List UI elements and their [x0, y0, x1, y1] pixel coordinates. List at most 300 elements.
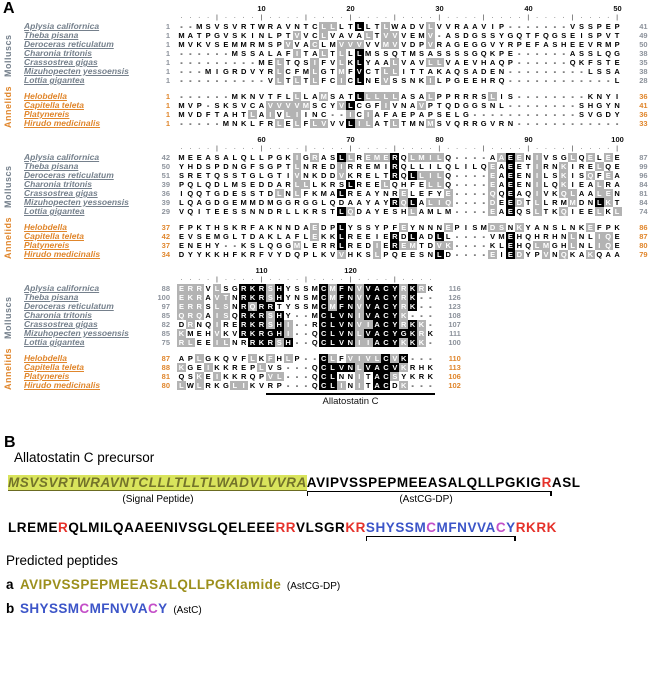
ruler-tick: · — [224, 14, 227, 21]
residue-cell: V — [232, 22, 238, 31]
ruler-tick: · — [242, 14, 245, 21]
residue-cell: V — [338, 250, 344, 259]
residue-cell: R — [294, 198, 300, 207]
residue-cell: R — [312, 153, 318, 162]
residue-cell: M — [302, 101, 310, 110]
residue-cell: - — [571, 67, 574, 76]
residue-cell: E — [614, 153, 620, 162]
residue-cell: A — [409, 58, 416, 67]
residue-cell: I — [500, 92, 503, 101]
residue-cell: L — [381, 67, 390, 76]
residue-cell: R — [320, 241, 327, 250]
residue-cell: L — [284, 110, 293, 119]
residue-cell: R — [187, 311, 194, 320]
alignment-row — [0, 110, 668, 119]
residue-cell: V — [543, 153, 549, 162]
residue-cell: T — [419, 67, 424, 76]
residue-cell: L — [595, 198, 604, 207]
residue-cell: P — [258, 372, 264, 381]
residue-cell: - — [589, 119, 592, 128]
residue-cell: G — [320, 67, 327, 76]
sequence-segment: MFNVVA — [436, 520, 496, 535]
row-start-number: 42 — [161, 232, 170, 241]
residue-cell: P — [410, 110, 416, 119]
residue-cell: Q — [480, 162, 487, 171]
residue-cell: V — [294, 101, 300, 110]
residue-cell: L — [436, 76, 442, 85]
residue-cell: M — [605, 40, 612, 49]
residue-cell: R — [267, 381, 274, 390]
residue-cell: E — [507, 241, 513, 250]
residue-cell: F — [428, 189, 433, 198]
residue-cell: N — [303, 171, 309, 180]
residue-cell: K — [258, 354, 265, 363]
residue-cell: L — [597, 153, 602, 162]
residue-cell: H — [552, 232, 558, 241]
residue-cell: E — [605, 153, 611, 162]
residue-cell: Q — [445, 198, 452, 207]
ruler-tick: · — [367, 14, 370, 21]
residue-cell: L — [179, 198, 184, 207]
residue-cell: Q — [400, 162, 407, 171]
row-start-number: 39 — [161, 198, 170, 207]
residue-cell: N — [338, 372, 345, 381]
ruler-tick: | — [616, 14, 618, 21]
residue-cell: L — [285, 92, 291, 101]
residue-cell: E — [587, 207, 593, 216]
row-end-number: 79 — [639, 250, 648, 259]
residue-cell: Y — [285, 284, 291, 293]
residue-cell: R — [552, 198, 558, 207]
residue-cell: M — [373, 153, 381, 162]
residue-cell: A — [543, 40, 549, 49]
residue-cell: M — [178, 40, 185, 49]
ruler-tick: · — [313, 14, 316, 21]
residue-cell: C — [383, 354, 389, 363]
residue-cell: T — [614, 31, 620, 40]
residue-cell: Y — [374, 189, 380, 198]
residue-cell: N — [596, 92, 603, 101]
residue-cell: I — [364, 338, 373, 347]
residue-cell: M — [222, 119, 230, 128]
residue-cell: I — [364, 110, 373, 119]
residue-cell: V — [365, 302, 371, 311]
residue-cell: S — [392, 372, 398, 381]
ruler-tick: · — [269, 145, 272, 152]
row-start-number: 80 — [161, 381, 170, 390]
residue-cell: S — [250, 241, 256, 250]
ruler-tick: · — [455, 14, 459, 21]
residue-cell: R — [472, 119, 478, 128]
residue-cell: - — [562, 119, 565, 128]
allatostatin-c-underline — [266, 393, 435, 395]
residue-cell: Q — [187, 180, 194, 189]
alignment-row — [0, 198, 668, 207]
residue-cell: L — [568, 241, 577, 250]
residue-cell: A — [312, 92, 318, 101]
residue-cell: R — [356, 162, 362, 171]
precursor-line-1 — [8, 475, 664, 492]
residue-cell: I — [180, 189, 183, 198]
residue-cell: Y — [392, 293, 398, 302]
residue-cell: E — [525, 40, 531, 49]
residue-cell: D — [356, 207, 362, 216]
residue-cell: G — [222, 381, 229, 390]
residue-cell: - — [518, 58, 521, 67]
residue-cell: - — [571, 92, 574, 101]
residue-cell: Q — [400, 153, 407, 162]
residue-cell: S — [321, 207, 327, 216]
residue-cell: T — [205, 171, 211, 180]
residue-cell: S — [490, 31, 496, 40]
residue-cell: S — [587, 31, 593, 40]
residue-cell: E — [205, 338, 211, 347]
residue-cell: M — [249, 198, 256, 207]
residue-cell: - — [455, 207, 459, 216]
residue-cell: F — [534, 31, 540, 40]
peptide-sequence: MFNVVA — [89, 601, 148, 616]
residue-cell: K — [347, 171, 354, 180]
ruler-tick: | — [527, 14, 530, 21]
ruler-numbers — [0, 135, 668, 144]
residue-cell: L — [595, 189, 604, 198]
residue-cell: V — [294, 171, 300, 180]
residue-cell: V — [490, 40, 496, 49]
residue-cell: C — [320, 302, 327, 311]
residue-cell: K — [587, 250, 594, 259]
ruler-tick: | — [482, 145, 485, 152]
residue-cell: F — [374, 101, 380, 110]
ruler-tick: · — [535, 145, 539, 152]
ruler-numbers — [0, 4, 668, 13]
residue-cell: D — [223, 189, 229, 198]
residue-cell: K — [401, 381, 407, 390]
residue-cell: E — [445, 223, 451, 232]
row-end-number: 99 — [639, 162, 648, 171]
alignment-row — [0, 189, 668, 198]
ruler-tick: · — [295, 276, 299, 283]
residue-cell: A — [374, 320, 380, 329]
residue-cell: - — [580, 119, 583, 128]
alignment-row — [0, 171, 668, 180]
alignment-row — [0, 162, 668, 171]
residue-cell: Q — [596, 250, 603, 259]
row-end-number: 96 — [639, 171, 648, 180]
residue-cell: L — [275, 76, 284, 85]
residue-cell: V — [285, 40, 291, 49]
precursor-title: Allatostatin C precursor — [14, 450, 155, 465]
residue-cell: S — [294, 284, 300, 293]
residue-cell: L — [561, 223, 567, 232]
residue-cell: P — [276, 162, 282, 171]
ruler-tick: · — [233, 14, 236, 21]
residue-cell: N — [294, 293, 300, 302]
residue-cell: L — [337, 189, 346, 198]
residue-cell: I — [355, 372, 364, 381]
residue-cell: K — [320, 250, 327, 259]
residue-cell: E — [605, 22, 611, 31]
annotation-label: (AstCG-DP) — [399, 494, 453, 505]
residue-cell: C — [312, 40, 318, 49]
residue-cell: Q — [587, 171, 594, 180]
peptide-key: a — [6, 577, 14, 592]
residue-cell: - — [473, 250, 477, 259]
residue-cell: - — [233, 241, 237, 250]
residue-cell: I — [304, 110, 307, 119]
ruler-tick: | — [260, 14, 263, 21]
residue-cell: I — [293, 110, 302, 119]
residue-cell: L — [328, 381, 337, 390]
residue-cell: - — [553, 92, 557, 101]
residue-cell: S — [330, 92, 336, 101]
residue-cell: - — [438, 31, 441, 40]
residue-cell: K — [445, 241, 451, 250]
residue-cell: C — [320, 101, 327, 110]
residue-cell: K — [214, 381, 220, 390]
residue-cell: L — [257, 363, 266, 372]
species-name: Theba pisana — [24, 293, 79, 302]
residue-cell: L — [213, 284, 222, 293]
residue-cell: V — [418, 101, 424, 110]
row-start-number: 97 — [161, 302, 170, 311]
residue-cell: V — [445, 119, 451, 128]
residue-cell: E — [587, 162, 593, 171]
residue-cell: S — [418, 250, 424, 259]
residue-cell: L — [390, 92, 399, 101]
residue-cell: D — [258, 198, 265, 207]
alignment-row — [0, 372, 668, 381]
residue-cell: S — [579, 171, 585, 180]
residue-cell: D — [214, 180, 220, 189]
residue-cell: - — [526, 76, 530, 85]
residue-cell: G — [285, 241, 292, 250]
residue-cell: I — [595, 232, 604, 241]
residue-cell: R — [187, 284, 194, 293]
residue-cell: N — [561, 232, 567, 241]
residue-cell: K — [196, 40, 202, 49]
residue-cell: Y — [525, 250, 531, 259]
residue-cell: - — [606, 76, 610, 85]
residue-cell: H — [276, 284, 282, 293]
residue-cell: - — [304, 354, 308, 363]
residue-cell: G — [480, 119, 487, 128]
residue-cell: I — [310, 58, 319, 67]
residue-cell: G — [471, 31, 478, 40]
residue-cell: N — [569, 223, 576, 232]
residue-cell: K — [240, 250, 247, 259]
residue-cell: V — [543, 189, 549, 198]
residue-cell: N — [507, 119, 514, 128]
residue-cell: L — [310, 67, 319, 76]
residue-cell: T — [543, 207, 549, 216]
residue-cell: E — [178, 293, 184, 302]
residue-cell: M — [329, 284, 336, 293]
residue-cell: C — [356, 110, 362, 119]
residue-cell: N — [312, 110, 318, 119]
ruler-tick: · — [500, 145, 503, 152]
residue-cell: E — [490, 171, 496, 180]
residue-cell: L — [346, 119, 355, 128]
residue-cell: G — [507, 31, 514, 40]
residue-cell: - — [251, 58, 254, 67]
species-name: Hirudo medicinalis — [24, 250, 101, 259]
residue-cell: R — [232, 67, 238, 76]
row-start-number: 1 — [165, 67, 170, 76]
residue-cell: R — [605, 180, 611, 189]
residue-cell: A — [365, 207, 371, 216]
residue-cell: S — [258, 162, 264, 171]
residue-cell: I — [337, 162, 346, 171]
residue-cell: I — [337, 76, 346, 85]
residue-cell: L — [348, 49, 353, 58]
row-start-number: 88 — [161, 363, 170, 372]
ruler-tick: · — [322, 276, 325, 283]
sequence-cells — [177, 354, 435, 363]
ruler-tick: · — [598, 14, 601, 21]
residue-cell: D — [489, 198, 496, 207]
residue-cell: V — [543, 250, 549, 259]
residue-cell: - — [553, 67, 557, 76]
residue-cell: K — [427, 329, 434, 338]
peptide-sequence: Y — [158, 601, 168, 616]
residue-cell: K — [240, 241, 247, 250]
residue-cell: A — [374, 381, 380, 390]
alignment-row — [0, 302, 668, 311]
row-end-number: 49 — [639, 31, 648, 40]
residue-cell: V — [356, 284, 362, 293]
residue-cell: - — [473, 198, 477, 207]
residue-cell: F — [597, 223, 602, 232]
ruler-tick: · — [242, 145, 245, 152]
residue-cell: Q — [249, 372, 256, 381]
residue-cell: Y — [401, 372, 407, 381]
residue-cell: V — [187, 110, 193, 119]
residue-cell: V — [365, 329, 371, 338]
sequence-cells — [177, 119, 622, 128]
residue-cell: P — [205, 31, 211, 40]
residue-cell: G — [222, 67, 229, 76]
ruler-tick: · — [287, 276, 290, 283]
ruler-tick: · — [598, 145, 601, 152]
residue-cell: K — [240, 92, 247, 101]
residue-cell: T — [605, 58, 611, 67]
residue-cell: G — [205, 198, 212, 207]
residue-cell: E — [356, 232, 362, 241]
row-start-number: 85 — [161, 311, 170, 320]
residue-cell: L — [346, 101, 355, 110]
residue-cell: I — [287, 171, 290, 180]
residue-cell: K — [578, 58, 585, 67]
residue-cell: S — [241, 180, 247, 189]
residue-cell: K — [223, 372, 229, 381]
residue-cell: S — [472, 223, 478, 232]
ruler-number: 20 — [346, 4, 355, 13]
group-label-molluscs: Molluscs — [3, 165, 13, 208]
residue-cell: E — [356, 189, 362, 198]
sequence-cells — [177, 22, 622, 31]
residue-cell: L — [435, 171, 444, 180]
residue-cell: L — [293, 76, 302, 85]
residue-cell: Q — [516, 207, 523, 216]
residue-cell: L — [355, 76, 364, 85]
residue-cell: I — [355, 311, 364, 320]
residue-cell: R — [392, 232, 398, 241]
residue-cell: S — [392, 207, 398, 216]
residue-cell: E — [490, 162, 496, 171]
residue-cell: S — [214, 40, 220, 49]
residue-cell: D — [338, 198, 345, 207]
residue-cell: N — [303, 162, 309, 171]
ruler-tick: · — [375, 145, 379, 152]
residue-cell: F — [348, 67, 353, 76]
residue-cell: F — [303, 189, 309, 198]
residue-cell: L — [337, 232, 346, 241]
residue-cell: T — [374, 31, 380, 40]
residue-cell: L — [373, 354, 382, 363]
residue-cell: S — [303, 58, 309, 67]
residue-cell: G — [214, 31, 220, 40]
group-label-molluscs: Molluscs — [3, 296, 13, 339]
ruler-tick: · — [287, 14, 290, 21]
residue-cell: K — [552, 207, 558, 216]
ruler-tick: · — [420, 145, 423, 152]
residue-cell: E — [579, 207, 585, 216]
residue-cell: G — [267, 171, 274, 180]
residue-cell: R — [205, 381, 211, 390]
residue-cell: Y — [392, 320, 398, 329]
residue-cell: L — [250, 119, 255, 128]
residue-cell: P — [436, 92, 442, 101]
residue-cell: F — [259, 119, 264, 128]
residue-cell: A — [498, 171, 505, 180]
residue-cell: A — [472, 67, 478, 76]
sequence-cells — [177, 372, 435, 381]
residue-cell: K — [223, 101, 229, 110]
ruler-tick: · — [429, 145, 432, 152]
residue-cell: D — [365, 241, 371, 250]
residue-cell: F — [294, 67, 300, 76]
ruler-tick: | — [571, 14, 574, 21]
residue-cell: L — [195, 354, 204, 363]
alignment-block — [0, 135, 668, 259]
panel-b — [6, 436, 664, 625]
residue-cell: F — [337, 293, 346, 302]
ruler-tick: | — [349, 145, 352, 152]
residue-cell: V — [187, 232, 193, 241]
residue-cell: T — [250, 22, 255, 31]
residue-cell: L — [568, 153, 577, 162]
residue-cell: P — [499, 49, 505, 58]
residue-cell: - — [197, 76, 201, 85]
residue-cell: Y — [285, 293, 291, 302]
residue-cell: A — [587, 180, 594, 189]
residue-cell: H — [481, 76, 487, 85]
residue-cell: G — [471, 40, 478, 49]
residue-cell: A — [187, 31, 194, 40]
residue-cell: N — [436, 223, 442, 232]
residue-cell: R — [196, 302, 202, 311]
ruler-tick: · — [509, 145, 512, 152]
residue-cell: - — [464, 207, 468, 216]
residue-cell: P — [196, 101, 202, 110]
residue-cell: E — [401, 189, 407, 198]
residue-cell: - — [242, 58, 245, 67]
residue-cell: - — [180, 22, 183, 31]
residue-cell: R — [267, 119, 274, 128]
residue-cell: R — [312, 320, 318, 329]
residue-cell: K — [249, 284, 256, 293]
residue-cell: Q — [516, 31, 523, 40]
